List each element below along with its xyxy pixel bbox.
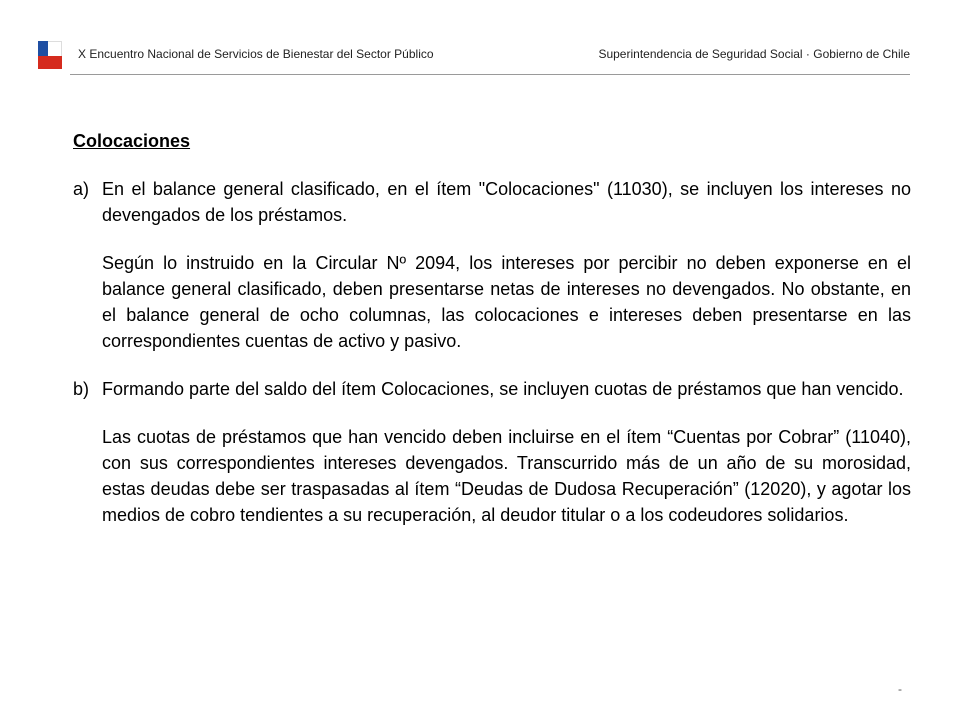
- section-title: Colocaciones: [73, 131, 191, 151]
- list-item-detail: Según lo instruido en la Circular Nº 2094, los intereses por percibir no deben exponerse en el balance general clasificado, deben presentarse netas de intereses no devengados. No obstante, en el balance general de ocho columnas, las colocaciones e intereses deben presentarse en las correspondientes cuentas de activo y pasivo.: [102, 253, 911, 351]
- logo-blue-block: [38, 41, 48, 56]
- slide-content: [73, 128, 911, 528]
- list-marker: a): [73, 179, 90, 199]
- list-item-text: Formando parte del saldo del ítem Colocaciones, se incluyen cuotas de préstamos que han vencido.: [102, 379, 904, 399]
- list-item-detail: Las cuotas de préstamos que han vencido deben incluirse en el ítem “Cuentas por Cobrar” (11040), con sus correspondientes intereses devengados. Transcurrido más de un año de su morosidad, estas deudas debe ser traspasadas al ítem “Deudas de Dudosa Recuperación” (12020), y agotar los medios de cobro tendientes a su recuperación, al deudor titular o a los codeudores solidarios.: [102, 427, 911, 525]
- header-event-title: X Encuentro Nacional de Servicios de Bienestar del Sector Público: [78, 47, 434, 61]
- list-item-text: En el balance general clasificado, en el ítem "Colocaciones" (11030), se incluyen los intereses no devengados de los préstamos.: [102, 179, 911, 225]
- list-item-b: [73, 376, 911, 402]
- logo-white-block: [48, 41, 62, 56]
- page-number: -: [898, 682, 902, 696]
- header-divider: [70, 74, 910, 75]
- list-marker: b): [73, 379, 90, 399]
- spacer: [73, 354, 911, 376]
- chile-government-logo: [38, 41, 62, 69]
- logo-red-block: [38, 56, 62, 69]
- list-item-a: [73, 176, 911, 228]
- header-organization: Superintendencia de Seguridad Social · Gobierno de Chile: [598, 47, 910, 61]
